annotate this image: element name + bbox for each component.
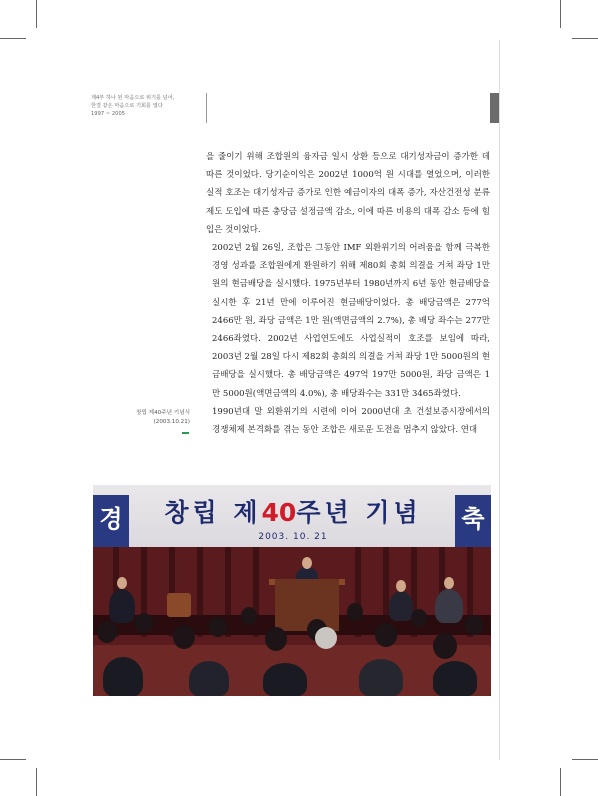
banner-title-number: 40 [261,498,297,527]
audience-member [433,661,477,696]
seated-guest [435,589,463,623]
body-paragraph: 2002년 2월 26일, 조합은 그동안 IMF 외환위기의 어려움을 함께 극복한 경영 성과를 조합원에게 환원하기 위해 제80회 총회 의결을 거쳐 좌당 1만 원의 현금배당을 실시했다. 1975년부터 1980년까지 6년 동안 현금배당을 실시한 후 21년 만에 이루어진 현금배당이었다. 총 배당금액은 277억 2466만 원, 좌당 금액은 1만 원(액면금액의 2.7%), 총 배당 좌수는 277만 2466좌였다. 2002년 사업연도에도 사업실적이 호조를 보임에 따라, 2003년 2월 28일 다시 제82회 총회의 의결을 거쳐 좌당 1만 5000원의 현금배당을 실시했다. 총 배당금액은 497억 197만 5000원, 좌당 금액은 1만 5000원(액면금액의 4.0%), 총 배당좌수는 331만 3465좌였다. [212,243,490,399]
guest-head [117,577,127,589]
caption-date: (2003.10.21) [153,418,190,425]
audience-head [433,633,457,659]
ceremony-photo [93,485,491,696]
crop-mark [36,768,37,796]
running-head [91,94,203,118]
chapter-tab [490,93,499,123]
guest-head [396,580,406,592]
crop-mark [0,38,26,39]
running-head-line: 한결 같은 마음으로 기회를 열다 [91,103,163,109]
audience-member [263,663,307,696]
banner-title [163,493,423,529]
crop-mark [560,0,561,28]
banner-left-char: 경 [93,495,129,547]
seated-guest [389,591,413,621]
running-head-years: 1997 ~ 2005 [91,111,126,117]
crop-mark [572,759,598,760]
audience-head [265,627,287,651]
audience-head [375,623,397,647]
audience-member [103,657,143,696]
stage-chair [167,593,191,617]
audience-head [411,609,427,627]
crop-mark [560,768,561,796]
audience-head [465,615,483,635]
banner-right-char: 축 [455,495,491,547]
podium [275,579,339,631]
guest-head [444,577,454,589]
audience-member [359,659,403,696]
banner-date: 2003. 10. 21 [258,532,328,542]
audience-head [97,621,117,643]
audience-head-gray [315,627,337,649]
audience-member [189,661,229,696]
audience-head [347,603,363,621]
caption-accent-mark [182,432,189,434]
speaker-head [302,557,312,569]
banner-title-suffix: 주년 기념 [296,498,422,527]
audience-head [209,617,227,637]
photo-caption [116,409,190,426]
body-paragraph: 1990년대 말 외환위기의 시련에 이어 2000년대 초 건설보증시장에서의 경쟁체제 본격화를 겪는 동안 조합은 새로운 도전을 멈추지 않았다. 연대 [212,406,490,436]
body-text [206,148,490,439]
audience-head [241,607,257,625]
ceremony-banner [93,485,491,547]
banner-title-prefix: 창립 제 [164,498,262,527]
running-head-divider [206,93,207,123]
crop-mark [572,38,598,39]
seated-guest [109,589,135,623]
body-paragraph: 을 줄이기 위해 조합원의 융자금 일시 상환 등으로 대기성자금이 증가한 데 따른 것이었다. 당기순이익은 2002년 1000억 원 시대를 열었으며, 이러한 실적 호조는 대기성자금 증가로 인한 예금이자의 대폭 증가, 자산건전성 분류제도 도입에 따른 충당금 설정금액 감소, 이에 따른 비용의 대폭 감소 등에 힘입은 것이었다. [206,152,490,235]
crop-mark [0,759,26,760]
running-head-line: 제4부 하나 된 마음으로 위기를 넘어, [91,95,175,101]
audience-head [173,625,195,649]
crop-mark [36,0,37,28]
caption-title: 창립 제40주년 기념식 [136,410,190,416]
audience-head [135,613,153,633]
page-edge-line [499,40,500,760]
